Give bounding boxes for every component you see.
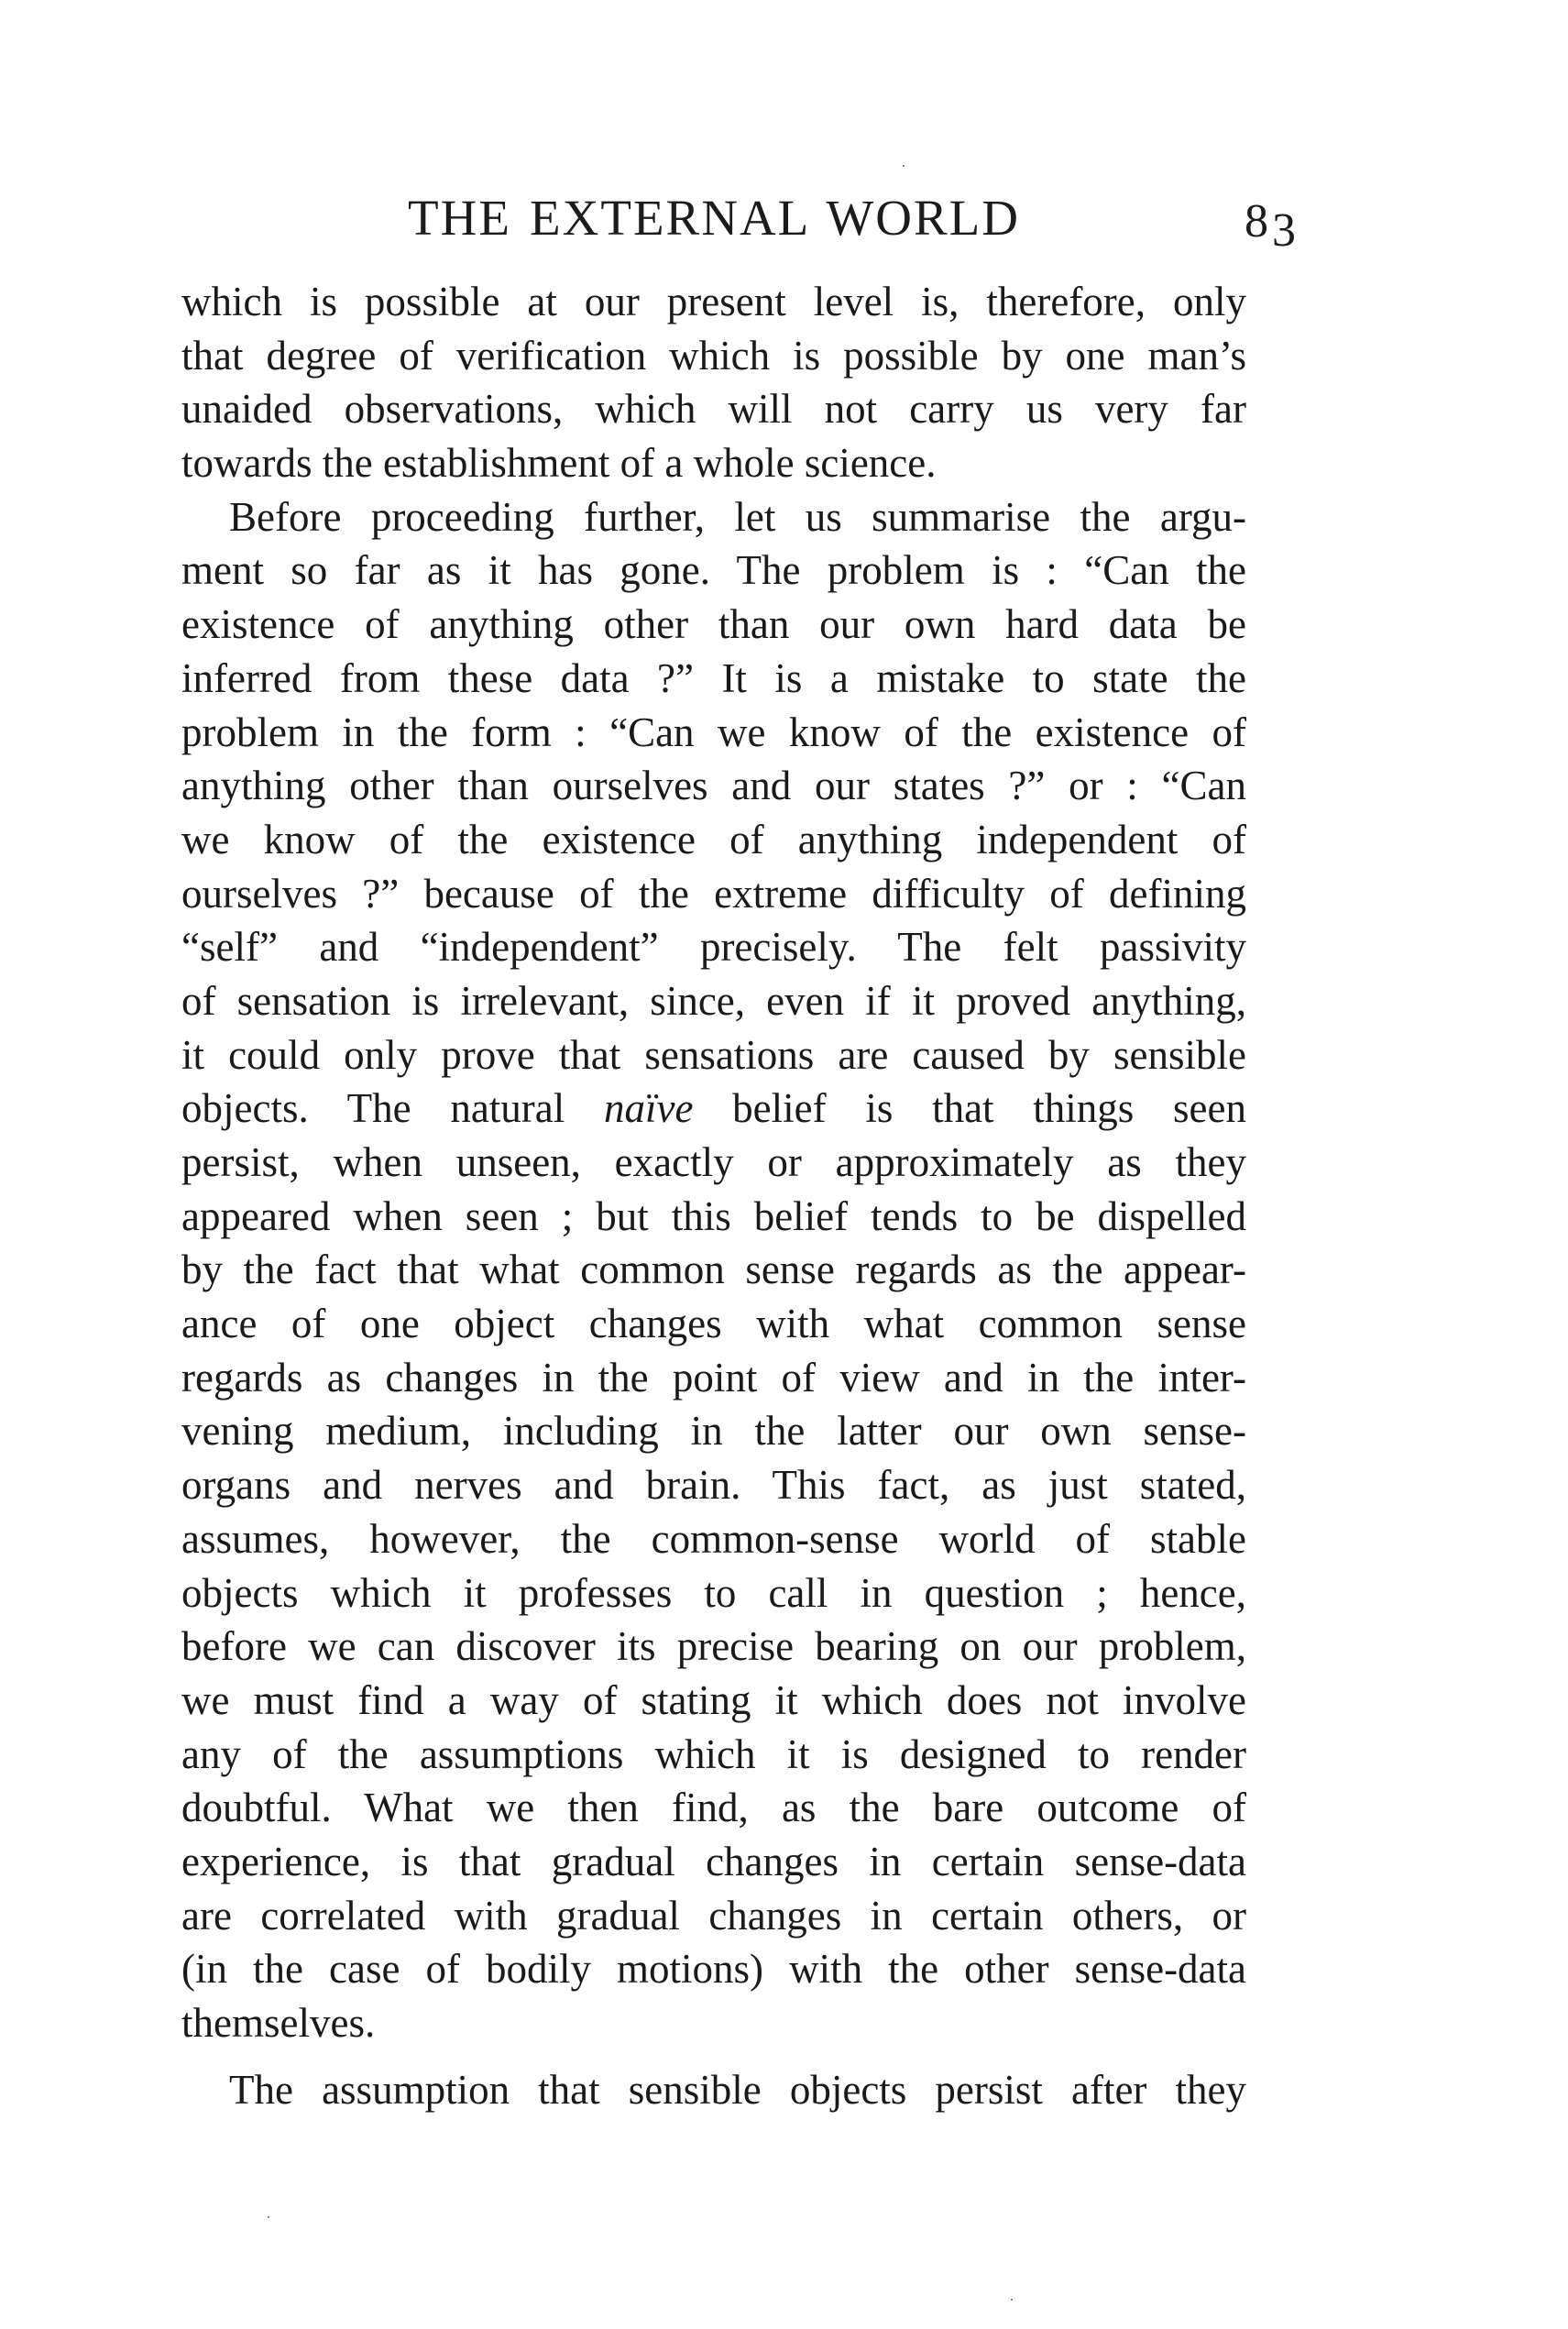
text-line: inferred from these data ?” It is a mistake to state the xyxy=(181,654,1246,701)
paragraph-1 xyxy=(181,275,1246,490)
text-line: assumes, however, the common-sense world of stable xyxy=(181,1515,1246,1562)
text-line: (in the case of bodily motions) with the other sense-data xyxy=(181,1946,1246,1993)
scan-speck xyxy=(268,2216,269,2218)
text-line: persist, when unseen, exactly or approximately as they xyxy=(181,1139,1246,1185)
text-line: regards as changes in the point of view and in the inter- xyxy=(181,1354,1246,1401)
text-line: Before proceeding further, let us summarise the argu- xyxy=(229,493,1246,540)
text-line: it could only prove that sensations are caused by sensible xyxy=(181,1031,1246,1078)
text-line: themselves. xyxy=(181,2000,376,2046)
page-number-digit-2: 3 xyxy=(1272,204,1299,257)
text-line: vening medium, including in the latter our own sense- xyxy=(181,1408,1246,1455)
text-line: organs and nerves and brain. This fact, as just stated, xyxy=(181,1462,1246,1509)
text-line: unaided observations, which will not carry us very far xyxy=(181,386,1246,433)
body-text xyxy=(181,275,1246,2116)
text-line: “self” and “independent” precisely. The felt passivity xyxy=(181,924,1246,971)
text-line: appeared when seen ; but this belief tends to be dispelled xyxy=(181,1192,1246,1239)
text-line: which is possible at our present level is, therefore, only xyxy=(181,279,1246,324)
paragraph-3 xyxy=(181,2063,1246,2117)
text-line: ance of one object changes with what common sense xyxy=(181,1301,1246,1347)
text-line: experience, is that gradual changes in certain sense-data xyxy=(181,1838,1246,1884)
text-segment: objects. The natural xyxy=(181,1085,604,1132)
paragraph-2 xyxy=(181,490,1246,2050)
text-line: of sensation is irrelevant, since, even if it proved anything, xyxy=(181,977,1246,1024)
text-line-with-italic xyxy=(181,1082,1246,1136)
page-number xyxy=(1245,194,1299,257)
text-line: ourselves ?” because of the extreme difficulty of defining xyxy=(181,870,1246,917)
text-line: anything other than ourselves and our states ?” or : “Can xyxy=(181,763,1246,809)
text-line: towards the establishment of a whole science. xyxy=(181,440,937,487)
text-line: before we can discover its precise bearing on our problem, xyxy=(181,1623,1246,1670)
scan-speck xyxy=(903,165,905,167)
text-line: The assumption that sensible objects persist after they xyxy=(229,2066,1246,2113)
text-line: problem in the form : “Can we know of the existence of xyxy=(181,709,1246,755)
text-segment: belief is that things seen xyxy=(693,1085,1246,1132)
running-title: THE EXTERNAL WORLD xyxy=(408,190,1020,246)
text-line: doubtful. What we then find, as the bare outcome of xyxy=(181,1785,1246,1831)
text-line: we must find a way of stating it which does not involve xyxy=(181,1676,1246,1723)
italic-word: naïve xyxy=(603,1085,694,1132)
text-line: we know of the existence of anything independent of xyxy=(181,816,1246,862)
scan-speck xyxy=(1011,2299,1013,2301)
text-line: existence of anything other than our own hard data be xyxy=(181,601,1246,648)
text-line: are correlated with gradual changes in certain others, or xyxy=(181,1892,1246,1939)
text-line: ment so far as it has gone. The problem is : “Can the xyxy=(181,547,1246,594)
text-line: that degree of verification which is possible by one man’s xyxy=(181,332,1246,379)
page-number-digit-1: 8 xyxy=(1245,195,1272,247)
text-line: any of the assumptions which it is designed to render xyxy=(181,1730,1246,1777)
text-line: by the fact that what common sense regards as the appear- xyxy=(181,1247,1246,1293)
text-line: objects which it professes to call in question ; hence, xyxy=(181,1569,1246,1616)
